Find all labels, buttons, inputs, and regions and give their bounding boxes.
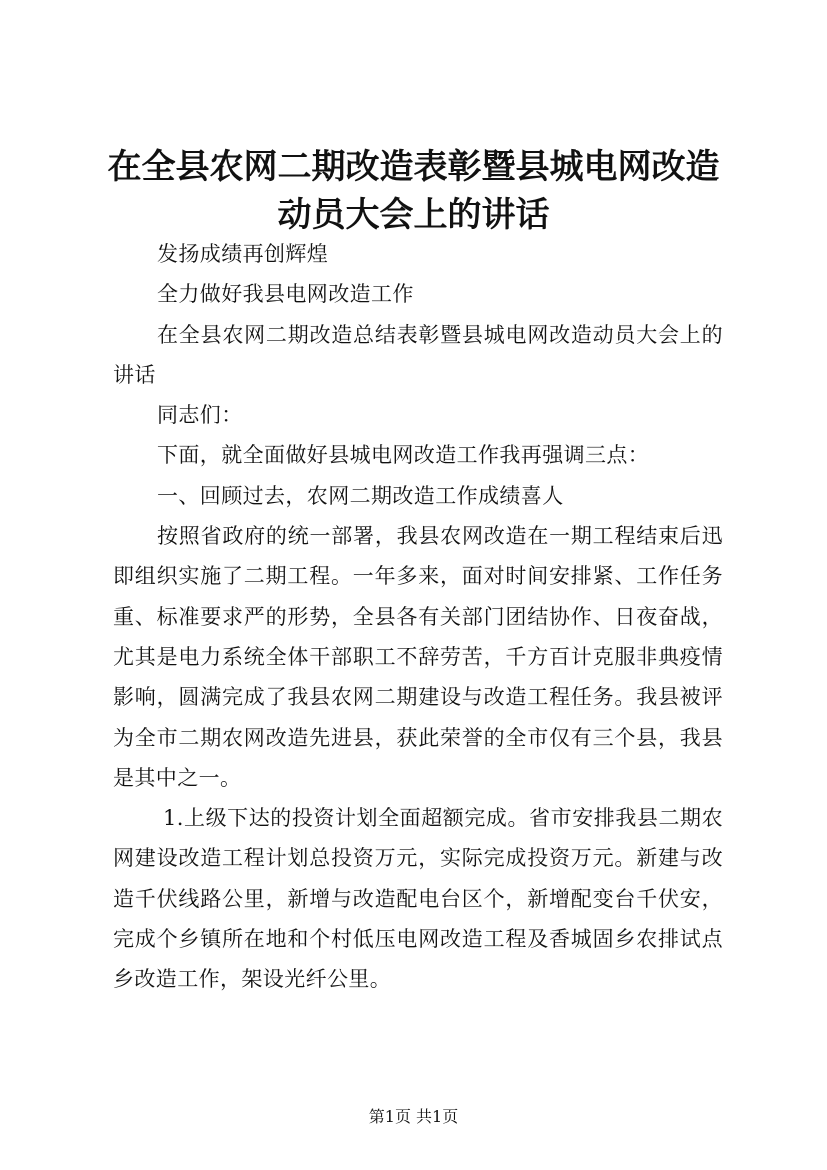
paragraph: 发扬成绩再创辉煌 <box>157 242 329 266</box>
paragraph: 在全县农网二期改造总结表彰暨县城电网改造动员大会上的讲话 <box>113 322 723 387</box>
paragraph: 下面，就全面做好县城电网改造工作我再强调三点： <box>157 443 650 468</box>
section-heading: 一、回顾过去，农网二期改造工作成绩喜人 <box>157 483 564 508</box>
paragraph: 全力做好我县电网改造工作 <box>157 282 414 307</box>
document-body <box>113 234 723 1000</box>
paragraph: 1.上级下达的投资计划全面超额完成。省市安排我县二期农网建设改造工程计划总投资万元，实际完成投资万元。新建与改造千伏线路公里，新增与改造配电台区个，新增配变台千伏安，完成个乡镇所在地和个村低压电网改造工程及香城固乡农排试点乡改造工作，架设光纤公里。 <box>113 806 723 992</box>
paragraph: 同志们： <box>157 403 243 428</box>
document-title: 在全县农网二期改造表彰暨县城电网改造动员大会上的讲话 <box>107 147 720 235</box>
page-footer: 第1页 共1页 <box>368 1107 459 1126</box>
paragraph: 按照省政府的统一部署，我县农网改造在一期工程结束后迅即组织实施了二期工程。一年多来，面对时间安排紧、工作任务重、标准要求严的形势，全县各有关部门团结协作、日夜奋战，尤其是电力系统全体干部职工不辞劳苦，千方百计克服非典疫情影响，圆满完成了我县农网二期建设与改造工程任务。我县被评为全市二期农网改造先进县，获此荣誉的全市仅有三个县，我县是其中之一。 <box>113 524 723 790</box>
